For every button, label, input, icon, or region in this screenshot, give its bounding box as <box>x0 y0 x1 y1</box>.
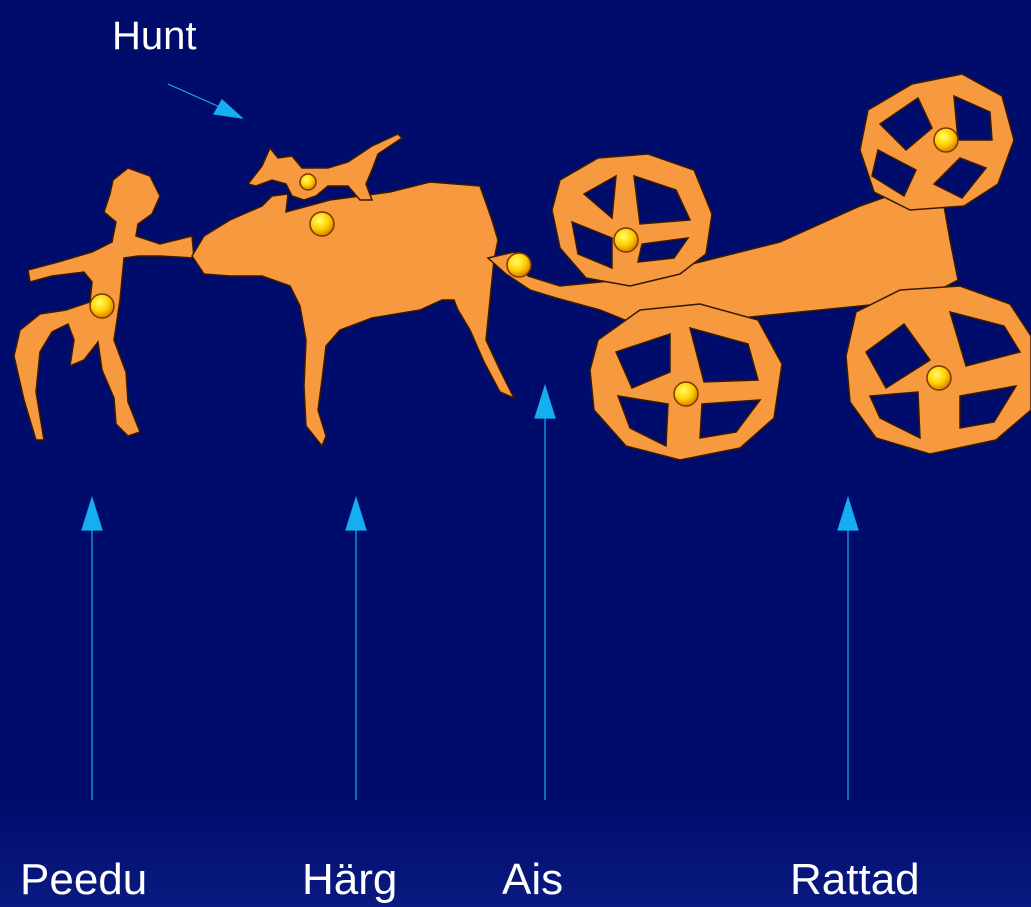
dot-wheel-bottom-right <box>927 366 951 390</box>
dot-wheel-top-left <box>614 228 638 252</box>
dot-wolf <box>300 174 316 190</box>
label-peedu: Peedu <box>20 855 148 904</box>
wheel-top-left <box>552 154 712 286</box>
label-hunt: Hunt <box>112 14 197 58</box>
arrow-rattad <box>838 498 858 800</box>
dot-ox <box>310 212 334 236</box>
arrow-peedu <box>82 498 102 800</box>
dot-wheel-bottom-left <box>674 382 698 406</box>
dot-wheel-top-right <box>934 128 958 152</box>
label-ais: Ais <box>502 855 564 904</box>
wolf-figure <box>248 134 402 200</box>
label-harg: Härg <box>302 855 398 904</box>
arrow-ais <box>535 386 555 800</box>
arrow-hunt <box>168 84 242 118</box>
label-rattad: Rattad <box>790 855 920 904</box>
dot-human <box>90 294 114 318</box>
ox-figure <box>192 182 514 446</box>
dot-shaft <box>507 253 531 277</box>
arrow-harg <box>346 498 366 800</box>
